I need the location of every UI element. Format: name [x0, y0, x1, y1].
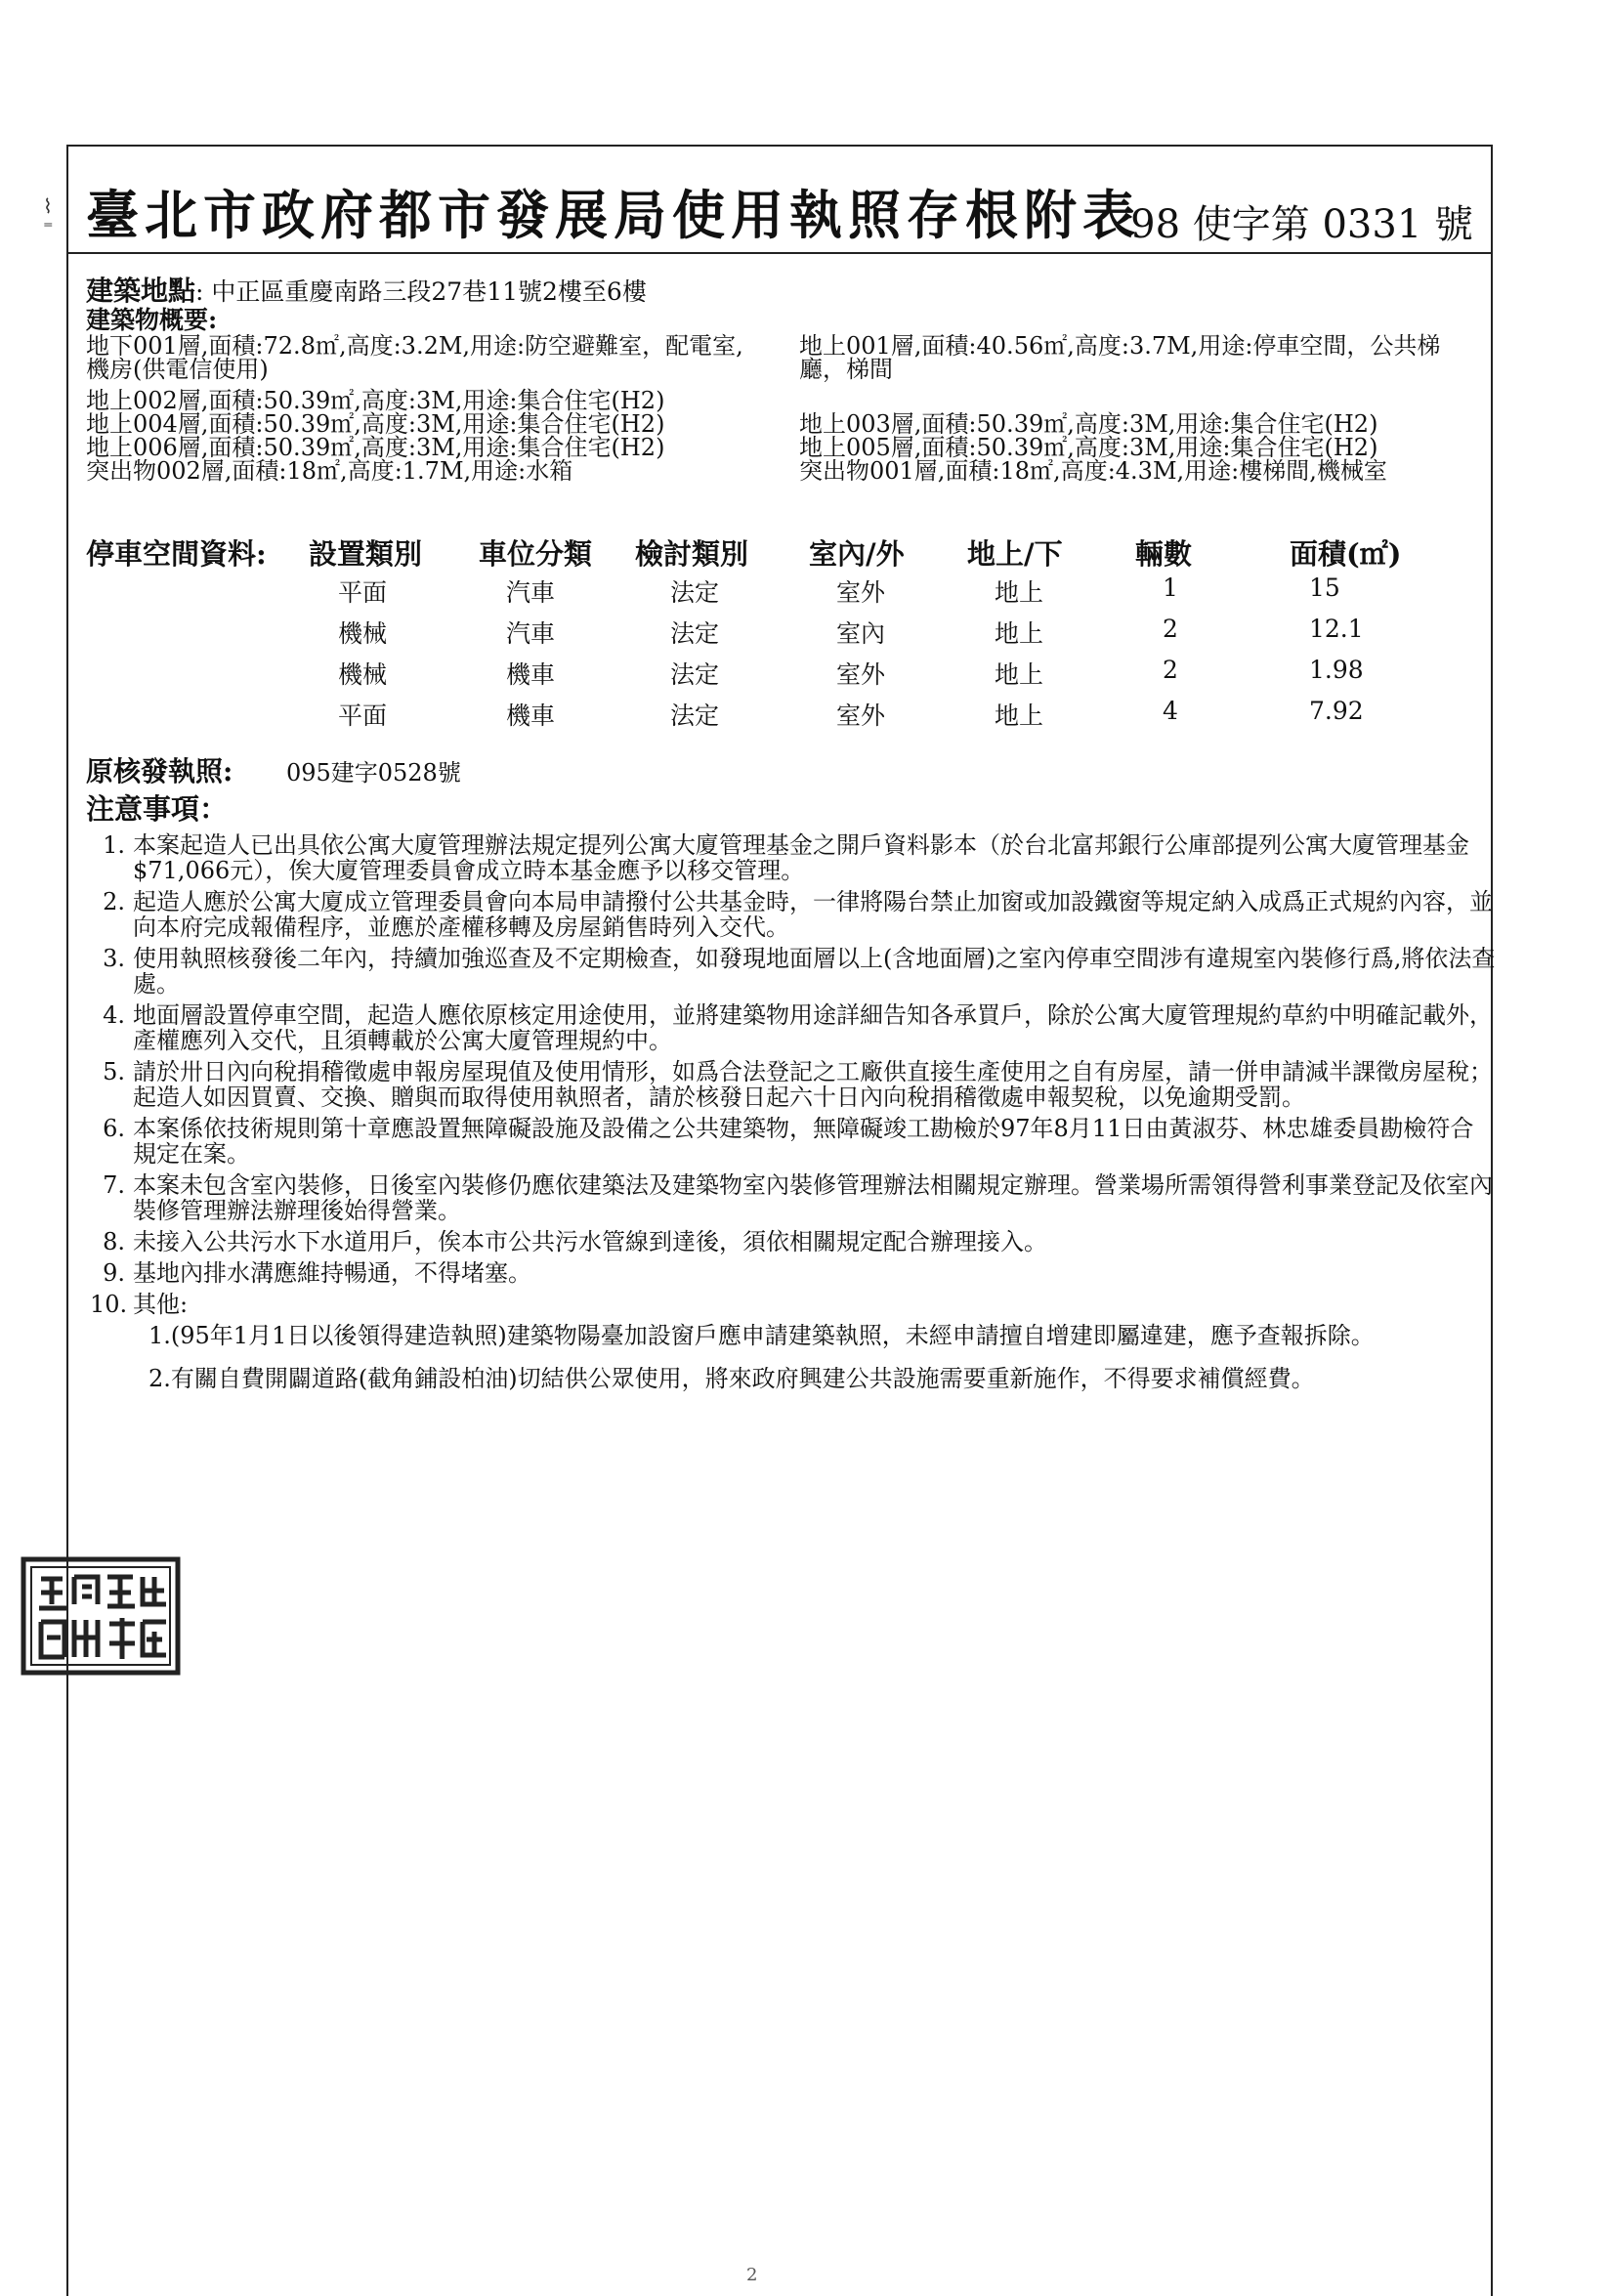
note-number: 8. — [103, 1228, 125, 1255]
note-text: 使用執照核發後二年內，持續加強巡查及不定期檢查，如發現地面層以上(含地面層)之室內停車空間涉有違規室內裝修行爲,將依法查處。 — [133, 945, 1496, 998]
note-text: 地面層設置停車空間，起造人應依原核定用途使用，並將建築物用途詳細告知各承買戶，除於公寓大廈管理規約草約中明確記載外，產權應列入交代，且須轉載於公寓大廈管理規約中。 — [133, 1001, 1493, 1054]
parking-cell: 機械 — [338, 660, 388, 689]
parking-cell: 汽車 — [506, 578, 556, 607]
note-number: 6. — [103, 1115, 125, 1142]
note-number: 1. — [103, 831, 125, 859]
parking-label: 停車空間資料: — [86, 537, 267, 571]
parking-cell: 平面 — [338, 702, 388, 730]
floor-left: 機房(供電信使用) — [86, 356, 269, 383]
permit-number: 98 使字第 0331 號 — [1130, 202, 1473, 247]
note-item — [90, 1172, 1497, 1223]
parking-cell: 機械 — [338, 619, 388, 648]
note-number: 2. — [103, 888, 125, 915]
note-item — [90, 832, 1497, 883]
original-permit-label: 原核發執照: — [86, 755, 233, 787]
overview-label: 建築物概要: — [86, 306, 218, 334]
note-number: 3. — [103, 945, 125, 972]
site-address: 建築地點: 中正區重慶南路三段27巷11號2樓至6樓 — [86, 275, 647, 307]
floor-right: 地上005層,面積:50.39㎡,高度:3M,用途:集合住宅(H2) — [799, 434, 1378, 461]
note-item — [90, 1116, 1497, 1167]
parking-row — [293, 615, 1426, 656]
note-text: 本案起造人已出具依公寓大廈管理辦法規定提列公寓大廈管理基金之開戶資料影本（於台北富邦銀行公庫部提列公寓大廈管理基金$71,066元），俟大廈管理委員會成立時本基金應予以移交管理。 — [133, 831, 1469, 884]
parking-col-header: 面積(㎡) — [1290, 537, 1402, 571]
parking-col-header: 地上/下 — [967, 537, 1063, 571]
parking-cell: 法定 — [670, 702, 720, 730]
parking-cell: 室內 — [836, 619, 886, 648]
parking-row — [293, 697, 1426, 738]
note-item — [90, 1292, 1497, 1317]
official-seal-stamp — [18, 1553, 184, 1679]
floor-left: 突出物002層,面積:18㎡,高度:1.7M,用途:水箱 — [86, 457, 573, 485]
notes-label: 注意事項： — [86, 792, 229, 826]
note-item — [90, 1260, 1497, 1286]
note-subitem: 2.有關自費開闢道路(截角鋪設柏油)切結供公眾使用，將來政府興建公共設施需要重新施作，不得要求補償經費。 — [148, 1365, 1315, 1392]
parking-cell: 室外 — [836, 702, 886, 730]
floor-left: 地上004層,面積:50.39㎡,高度:3M,用途:集合住宅(H2) — [86, 410, 665, 438]
note-item — [90, 1059, 1497, 1110]
parking-col-header: 室內/外 — [809, 537, 905, 571]
parking-cell: 機車 — [506, 660, 556, 689]
header-divider — [66, 252, 1491, 254]
floor-row — [86, 358, 1493, 381]
parking-cell: 地上 — [995, 578, 1044, 607]
note-number: 4. — [103, 1001, 125, 1029]
note-text: 請於卅日內向稅捐稽徵處申報房屋現值及使用情形，如爲合法登記之工廠供直接生產使用之自有房屋，請一併申請減半課徵房屋稅；起造人如因買賣、交換、贈與而取得使用執照者，請於核發日起六十日內向稅捐稽徵處申報契稅，以免逾期受罰。 — [133, 1058, 1493, 1111]
floor-right: 突出物001層,面積:18㎡,高度:4.3M,用途:樓梯間,機械室 — [799, 457, 1387, 485]
floor-right: 地上003層,面積:50.39㎡,高度:3M,用途:集合住宅(H2) — [799, 410, 1378, 438]
note-text: 本案係依技術規則第十章應設置無障礙設施及設備之公共建築物，無障礙竣工勘檢於97年8月11日由黃淑芬、林忠雄委員勘檢符合規定在案。 — [133, 1115, 1474, 1168]
note-text: 基地內排水溝應維持暢通，不得堵塞。 — [133, 1259, 531, 1287]
parking-cell: 地上 — [995, 660, 1044, 689]
parking-cell: 平面 — [338, 578, 388, 607]
note-item — [90, 889, 1497, 940]
parking-cell: 法定 — [670, 619, 720, 648]
parking-col-header: 設置類別 — [309, 537, 423, 571]
note-item — [90, 1002, 1497, 1053]
note-text: 起造人應於公寓大廈成立管理委員會向本局申請撥付公共基金時，一律將陽台禁止加窗或加設鐵窗等規定納入成爲正式規約內容，並向本府完成報備程序，並應於產權移轉及房屋銷售時列入交代。 — [133, 888, 1493, 941]
parking-header-row — [293, 532, 1426, 574]
parking-cell: 法定 — [670, 660, 720, 689]
parking-cell: 1.98 — [1309, 656, 1364, 684]
site-value: 中正區重慶南路三段27巷11號2樓至6樓 — [211, 277, 647, 306]
parking-table — [293, 532, 1426, 738]
note-item — [90, 946, 1497, 997]
parking-cell: 法定 — [670, 578, 720, 607]
parking-cell: 地上 — [995, 619, 1044, 648]
parking-row — [293, 656, 1426, 697]
floor-row — [86, 334, 1493, 358]
floor-overview — [86, 334, 1493, 483]
parking-cell: 2 — [1163, 615, 1178, 643]
notes-list — [90, 832, 1497, 1409]
floor-row — [86, 459, 1493, 483]
parking-cell: 室外 — [836, 660, 886, 689]
parking-cell: 7.92 — [1309, 697, 1364, 725]
original-permit-value: 095建字0528號 — [285, 759, 461, 787]
parking-cell: 15 — [1309, 574, 1340, 602]
floor-row — [86, 412, 1493, 436]
parking-cell: 1 — [1163, 574, 1178, 602]
floor-right: 廳，梯間 — [799, 356, 893, 383]
parking-row — [293, 574, 1426, 615]
document-title: 臺北市政府都市發展局使用執照存根附表 — [86, 184, 1141, 246]
floor-left: 地上002層,面積:50.39㎡,高度:3M,用途:集合住宅(H2) — [86, 387, 665, 414]
floor-left: 地上006層,面積:50.39㎡,高度:3M,用途:集合住宅(H2) — [86, 434, 665, 461]
margin-mark: ⌇ ⁼ — [43, 194, 54, 239]
floor-right: 地上001層,面積:40.56㎡,高度:3.7M,用途:停車空間，公共梯 — [799, 332, 1441, 360]
note-text: 未接入公共污水下水道用戶，俟本市公共污水管線到達後，須依相關規定配合辦理接入。 — [133, 1228, 1047, 1255]
parking-cell: 地上 — [995, 702, 1044, 730]
note-item — [90, 1229, 1497, 1254]
note-text: 本案未包含室內裝修，日後室內裝修仍應依建築法及建築物室內裝修管理辦法相關規定辦理。營業場所需領得營利事業登記及依室內裝修管理辦法辦理後始得營業。 — [133, 1171, 1493, 1224]
note-text: 其他: — [133, 1291, 189, 1318]
parking-col-header: 車位分類 — [479, 537, 593, 571]
floor-row — [86, 436, 1493, 459]
floor-left: 地下001層,面積:72.8㎡,高度:3.2M,用途:防空避難室，配電室, — [86, 332, 743, 360]
parking-cell: 12.1 — [1309, 615, 1364, 643]
parking-cell: 4 — [1163, 697, 1178, 725]
parking-cell: 機車 — [506, 702, 556, 730]
site-label: 建築地點 — [86, 275, 196, 307]
note-number: 10. — [90, 1291, 128, 1318]
parking-cell: 室外 — [836, 578, 886, 607]
note-number: 5. — [103, 1058, 125, 1085]
floor-row — [86, 389, 1493, 412]
note-number: 7. — [103, 1171, 125, 1199]
parking-col-header: 檢討類別 — [635, 537, 749, 571]
note-subitem: 1.(95年1月1日以後領得建造執照)建築物陽臺加設窗戶應申請建築執照，未經申請擅自增建即屬違建，應予查報拆除。 — [148, 1322, 1375, 1349]
note-number: 9. — [103, 1259, 125, 1287]
original-permit — [86, 750, 461, 789]
parking-col-header: 輛數 — [1135, 537, 1193, 571]
parking-cell: 2 — [1163, 656, 1178, 684]
parking-cell: 汽車 — [506, 619, 556, 648]
page-number: 2 — [746, 2265, 758, 2285]
